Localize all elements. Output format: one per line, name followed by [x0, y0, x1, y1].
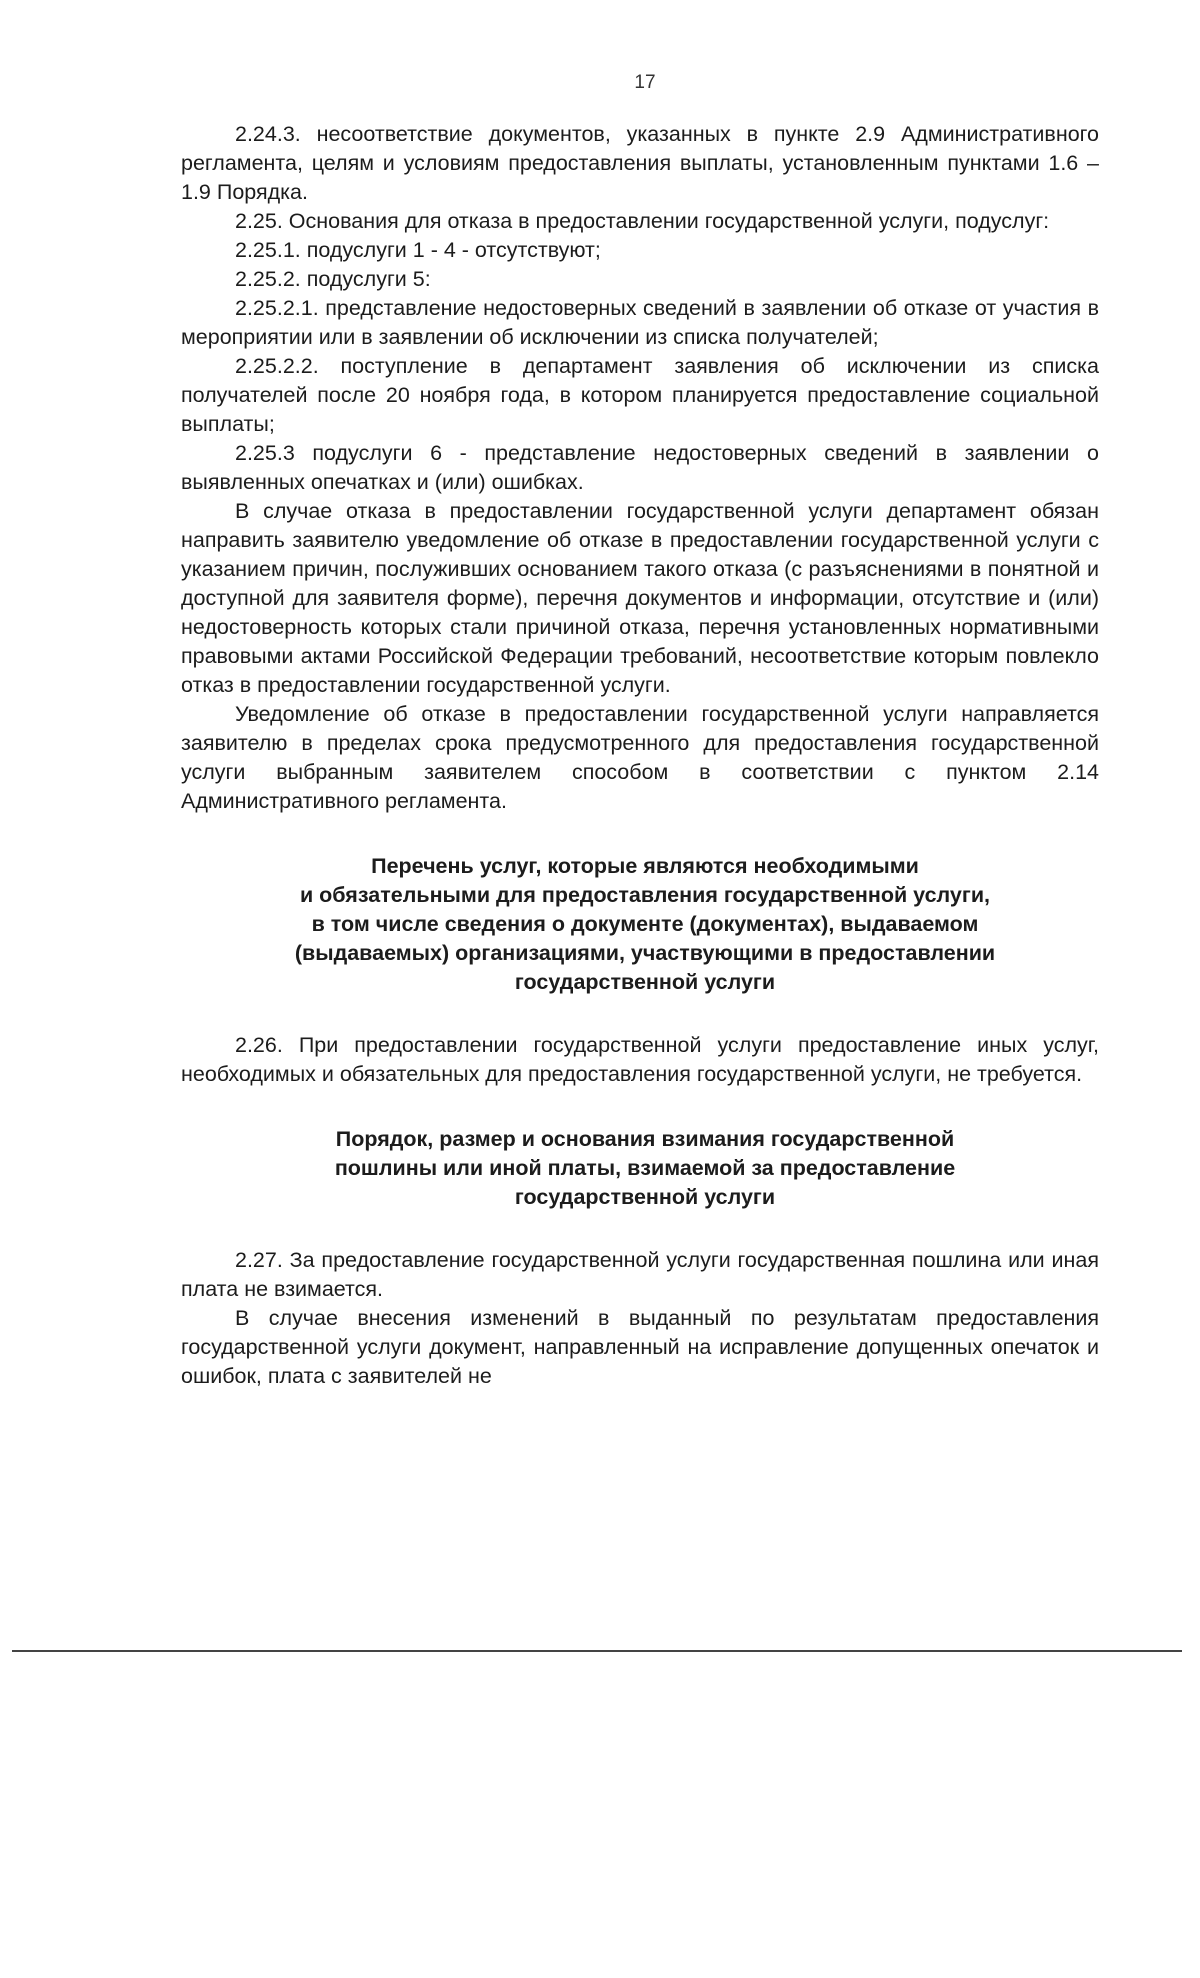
paragraph: Уведомление об отказе в предоставлении государственной услуги направляется заявителю в пределах срока предусмотренного для предоставления государственной услуги выбранным заявителем способом в соответствии с пунктом 2.14 Административного регламента.: [181, 702, 1099, 813]
heading-line: и обязательными для предоставления государственной услуги,: [299, 883, 991, 907]
heading-line: Перечень услуг, которые являются необходимыми: [371, 854, 919, 878]
paragraph: 2.24.3. несоответствие документов, указанных в пункте 2.9 Административного регламента, целям и условиям предоставления выплаты, установленным пунктами 1.6 – 1.9 Порядка.: [181, 122, 1099, 204]
heading-line: (выдаваемых) организациями, участвующими в предоставлении: [294, 941, 996, 965]
section-heading-state-fee: [181, 1125, 1099, 1212]
heading-line: государственной услуги: [514, 1185, 776, 1209]
paragraph: 2.25.2.2. поступление в департамент заявления об исключении из списка получателей после 20 ноября года, в котором планируется предоставление социальной выплаты;: [181, 354, 1099, 436]
paragraph: 2.25.1. подуслуги 1 - 4 - отсутствуют;: [235, 238, 601, 262]
heading-line: пошлины или иной платы, взимаемой за предоставление: [334, 1156, 956, 1180]
section-heading-required-services: [181, 852, 1099, 997]
heading-line: государственной услуги: [514, 970, 776, 994]
paragraph: В случае отказа в предоставлении государственной услуги департамент обязан направить заявителю уведомление об отказе в предоставлении государственной услуги с указанием причин, послуживших основанием такого отказа (с разъяснениями в понятной и доступной для заявителя форме), перечня документов и информации, отсутствие и (или) недостоверность которых стали причиной отказа, перечня установленных нормативными правовыми актами Российской Федерации требований, несоответствие которым повлекло отказ в предоставлении государственной услуги.: [181, 499, 1099, 697]
heading-line: в том числе сведения о документе (документах), выдаваемом: [311, 912, 979, 936]
paragraph: 2.25. Основания для отказа в предоставлении государственной услуги, подуслуг:: [235, 209, 1050, 233]
page-bottom-rule: [12, 1650, 1182, 1652]
document-body: [181, 120, 1099, 1391]
paragraph: 2.25.2. подуслуги 5:: [235, 267, 431, 291]
paragraph: 2.25.3 подуслуги 6 - представление недостоверных сведений в заявлении о выявленных опечатках и (или) ошибках.: [181, 441, 1099, 494]
paragraph: В случае внесения изменений в выданный по результатам предоставления государственной услуги документ, направленный на исправление допущенных опечаток и ошибок, плата с заявителей не: [181, 1306, 1099, 1388]
heading-line: Порядок, размер и основания взимания государственной: [335, 1127, 955, 1151]
paragraph: 2.26. При предоставлении государственной услуги предоставление иных услуг, необходимых и обязательных для предоставления государственной услуги, не требуется.: [181, 1033, 1099, 1086]
paragraph: 2.25.2.1. представление недостоверных сведений в заявлении об отказе от участия в мероприятии или в заявлении об исключении из списка получателей;: [181, 296, 1099, 349]
paragraph: 2.27. За предоставление государственной услуги государственная пошлина или иная плата не взимается.: [181, 1248, 1099, 1301]
page-number: 17: [634, 72, 656, 93]
